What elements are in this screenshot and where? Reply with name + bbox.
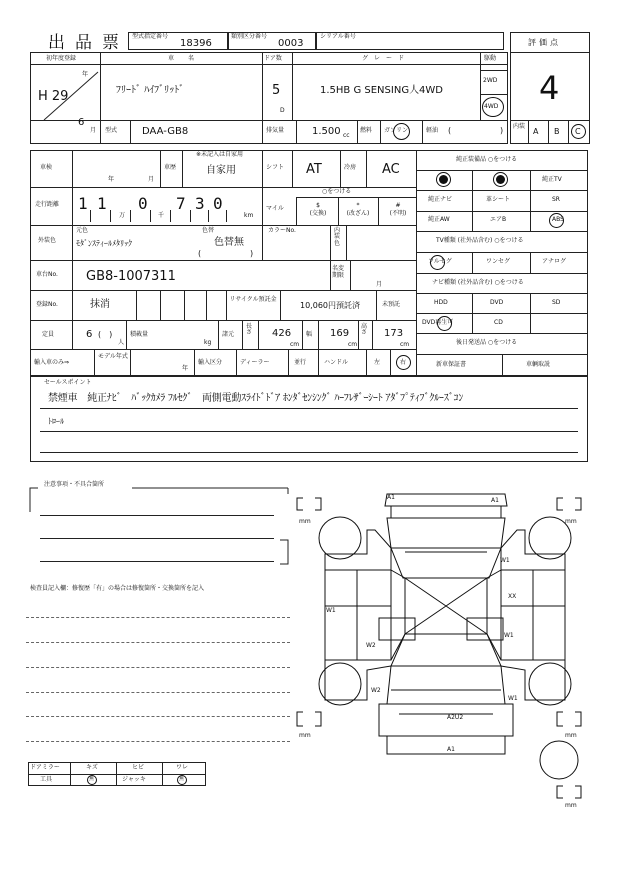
mark-right-fender: W1 [500, 557, 510, 564]
grade-value: 1.5HB G SENSING人4WD [320, 85, 444, 96]
steering-right: 右 [400, 359, 407, 366]
width-unit: cm [348, 341, 358, 348]
shift-label: シフト [266, 164, 285, 171]
mileage-digit-5: 3 [195, 194, 205, 213]
tv-analog: アナログ [542, 258, 567, 265]
caution-bracket [28, 481, 290, 568]
first-reg-diagonal [40, 70, 100, 122]
mm-spare: mm [565, 802, 577, 809]
original-color-label: 元色 [76, 227, 89, 234]
interior-label: 内装 [513, 123, 526, 130]
genuine-navi: 純正ナビ [428, 196, 453, 203]
sales-line-2: ﾄﾛｰﾙ [48, 417, 64, 426]
score-value: 4 [539, 69, 560, 107]
import-type-label: 輸入区分 [198, 359, 223, 366]
caution-label: 注意事項・不具合箇所 [44, 481, 105, 488]
shaken-month-unit: 月 [148, 176, 155, 183]
sales-line-1: 禁煙車 純正ﾅﾋﾞ ﾊﾞｯｸｶﾒﾗ ﾌﾙｾｸﾞ 両側電動ｽﾗｲﾄﾞﾄﾞｱ ﾎﾝﾀﾞｾﾝｼﾝｸﾞ ﾊｰﾌﾚｻﾞｰｼｰﾄ ｱﾀﾞﾌﾟﾃｨﾌﾞｸﾙｰｽﾞｺﾝ [48, 393, 464, 404]
class-label: 類別区分番号 [231, 33, 268, 40]
mileage-digit-4: 7 [176, 194, 186, 213]
import-dealer: ディーラー [240, 359, 270, 366]
sunroof-sr: SR [552, 196, 560, 203]
first-reg-month: 6 [78, 117, 85, 128]
model-cert-no: 18396 [180, 38, 212, 49]
mileage-label: 走行距離 [35, 201, 60, 208]
height-value: 173 [384, 328, 404, 339]
load-kg-unit: kg [204, 339, 212, 346]
mileage-digit-6: 0 [213, 194, 223, 213]
mark-rear-bumper: A1 [447, 746, 455, 753]
interior-color-label: 内装色 [334, 227, 341, 247]
interior-c-circle [571, 124, 586, 139]
mileage-digit-1: 1 [78, 194, 88, 213]
interior-a: A [533, 127, 539, 136]
cc-unit: cc [343, 132, 350, 139]
abs-circle [549, 213, 564, 228]
drive-2wd: 2WD [483, 77, 498, 84]
length-value: 426 [272, 328, 292, 339]
car-diagram [295, 490, 595, 800]
interior-c: C [575, 127, 581, 136]
jack-label: ジャッキ [122, 776, 146, 783]
displacement-value: 1.500 [312, 126, 341, 137]
registration-value: 抹消 [90, 299, 110, 310]
drive-4wd: 4WD [484, 103, 499, 110]
ac-label: 冷房 [344, 164, 357, 171]
fuel-gasoline-circle [393, 123, 410, 140]
later-warranty: 新車保証書 [436, 361, 467, 368]
shaken-label: 車検 [40, 164, 53, 171]
tool-label: 工具 [40, 776, 53, 783]
tool-circle-mark: 無 [89, 776, 95, 782]
first-reg-year: H 29 [38, 89, 69, 104]
exterior-color: ﾓﾀﾞﾝｽﾃｨｰﾙﾒﾀﾘｯｸ [76, 239, 132, 248]
width-value: 169 [330, 328, 350, 339]
genuine-tv: 純正TV [542, 176, 562, 183]
tools-header-crack: ヒビ [132, 764, 145, 771]
man-unit: 万 [119, 212, 126, 219]
car-name-label: 車 名 [168, 55, 199, 62]
tv-oneseg: ワンセグ [486, 258, 511, 265]
aluminum-wheel-circle [493, 172, 508, 187]
sen-unit: 千 [158, 212, 165, 219]
mm-front-left: mm [299, 518, 311, 525]
drive-label: 駆動 [484, 55, 497, 62]
mm-front-right: mm [565, 518, 577, 525]
mark-right-quarter: W1 [508, 695, 518, 702]
navi-hdd: HDD [434, 299, 448, 306]
ac-value: AC [382, 162, 400, 177]
length-unit: cm [290, 341, 300, 348]
history-value: 自家用 [206, 165, 236, 176]
model-value: DAA-GB8 [142, 126, 189, 137]
color-no-label: カラーNo. [268, 227, 296, 234]
model-cert-label: 型式指定番号 [132, 33, 169, 40]
recycle-unpaid: 未預託 [382, 301, 401, 308]
abs: ABS [552, 216, 564, 223]
steering-left: 左 [374, 359, 381, 366]
fuel-gasoline: ガソリン [384, 127, 409, 134]
later-header: 後日発送品 ○をつける [456, 339, 518, 346]
mileage-digit-3: 0 [138, 194, 148, 213]
import-label: 輸入車のみ⇒ [34, 359, 70, 366]
load-label: 積載量 [130, 331, 149, 338]
modified-label: * (改ざん) [346, 202, 370, 217]
capacity-label: 定員 [42, 331, 55, 338]
grade-label: グレード [362, 55, 411, 62]
chassis-label: 車台No. [36, 271, 58, 278]
navi-header: ナビ種類 (社外品含む) ○をつける [432, 279, 524, 286]
navi-sd: SD [552, 299, 561, 306]
import-parallel: 並行 [294, 359, 307, 366]
mark-rear-gate: A2U2 [447, 714, 464, 721]
history-label: 車歴 [164, 164, 177, 171]
mark-left-rear: W2 [366, 642, 376, 649]
repaint-label: 色替 [202, 227, 215, 234]
tv-header: TV種類 (社外品含む) ○をつける [436, 237, 524, 244]
mm-rear-left: mm [299, 732, 311, 739]
recycle-label: リサイクル預託金 [229, 296, 277, 303]
inspector-label: 検査員記入欄：修復歴「有」の場合は修復箇所・交換箇所を記入 [30, 585, 205, 592]
tools-header-scratch: キズ [86, 764, 98, 771]
doors-value: 5 [272, 83, 281, 98]
fuel-diesel: 軽油 [426, 127, 439, 134]
score-label: 評価点 [528, 38, 561, 47]
navi-cd: CD [494, 319, 503, 326]
model-label: 型式 [105, 127, 118, 134]
circle-note: ○をつける [322, 188, 352, 195]
repaint-value: 色替無 [214, 237, 244, 248]
class-no: 0003 [278, 38, 304, 49]
dims-label: 諸元 [222, 331, 235, 338]
jack-circle-mark: 無 [179, 776, 185, 782]
height-label: 高さ [361, 323, 368, 337]
unknown-label: # (不明) [389, 202, 407, 217]
first-reg-year-unit: 年 [82, 71, 89, 78]
shaken-year-unit: 年 [108, 176, 115, 183]
recycle-amount: 10,060円預託済 [300, 301, 360, 310]
capacity-unit: 人 [118, 339, 125, 346]
chassis-no: GB8-1007311 [86, 269, 176, 284]
registration-label: 登録No. [36, 301, 58, 308]
length-label: 長さ [246, 323, 253, 337]
sheet-title: 出品票 [48, 33, 129, 53]
mark-left-quarter: W2 [371, 687, 381, 694]
capacity-value: 6 [86, 329, 93, 340]
mark-left-front-door: W1 [326, 607, 336, 614]
mark-right-rear-door: W1 [504, 632, 514, 639]
mm-rear-right: mm [565, 732, 577, 739]
genuine-header: 純正装備品 ○をつける [456, 156, 518, 163]
later-manual: 車輌取説 [526, 361, 551, 368]
interior-b: B [554, 127, 560, 136]
title-expiry-label: 名変期限 [332, 265, 345, 279]
car-name: ﾌﾘｰﾄﾞ ﾊｲﾌﾞﾘｯﾄﾞ [116, 85, 185, 96]
fuel-label: 燃料 [360, 127, 373, 134]
km-unit: km [244, 212, 254, 219]
genuine-aw: 純正AW [428, 216, 450, 223]
shift-value: AT [306, 162, 322, 177]
navi-dvd-play: DVD再生可 [422, 319, 454, 326]
mark-front-right: A1 [491, 497, 499, 504]
steering-right-circle [396, 355, 411, 370]
leather-seat: 革シート [486, 196, 511, 203]
tools-header-mirror: ドアミラー [30, 764, 60, 771]
model-year-label: モデル年式 [98, 353, 128, 360]
first-reg-month-unit: 月 [90, 127, 97, 134]
tv-fullseg: フルセグ [428, 258, 452, 265]
steering-label: ハンドル [324, 359, 349, 366]
navi-dvd-play-circle [437, 316, 452, 331]
navi-dvd: DVD [490, 299, 504, 306]
mark-front-bumper: A1 [387, 494, 395, 501]
doors-label: ドア数 [264, 55, 282, 62]
exchange-label: $ (交換) [309, 202, 327, 217]
exterior-label: 外装色 [38, 237, 57, 244]
sales-label: セールスポイント [44, 379, 92, 386]
airbag: エアB [490, 216, 507, 223]
mileage-digit-2: 1 [97, 194, 107, 213]
sales-block [30, 376, 588, 462]
expiry-month-unit: 月 [376, 281, 383, 288]
tv-fullseg-circle [430, 255, 445, 270]
height-unit: cm [400, 341, 410, 348]
model-year-unit: 年 [182, 365, 189, 372]
tools-header-break: ワレ [176, 764, 189, 771]
width-label: 幅 [306, 331, 313, 338]
mile-label: マイル [266, 205, 284, 212]
first-reg-label: 初年度登録 [46, 55, 77, 62]
sunroof-circle [436, 172, 451, 187]
doors-suffix: D [280, 107, 285, 114]
displacement-label: 排気量 [266, 127, 285, 134]
history-note: ※未記入は自家用 [196, 151, 244, 158]
serial-label: シリアル番号 [320, 33, 356, 40]
drive-4wd-circle [482, 97, 504, 117]
mark-right-front-door: XX [508, 593, 517, 600]
